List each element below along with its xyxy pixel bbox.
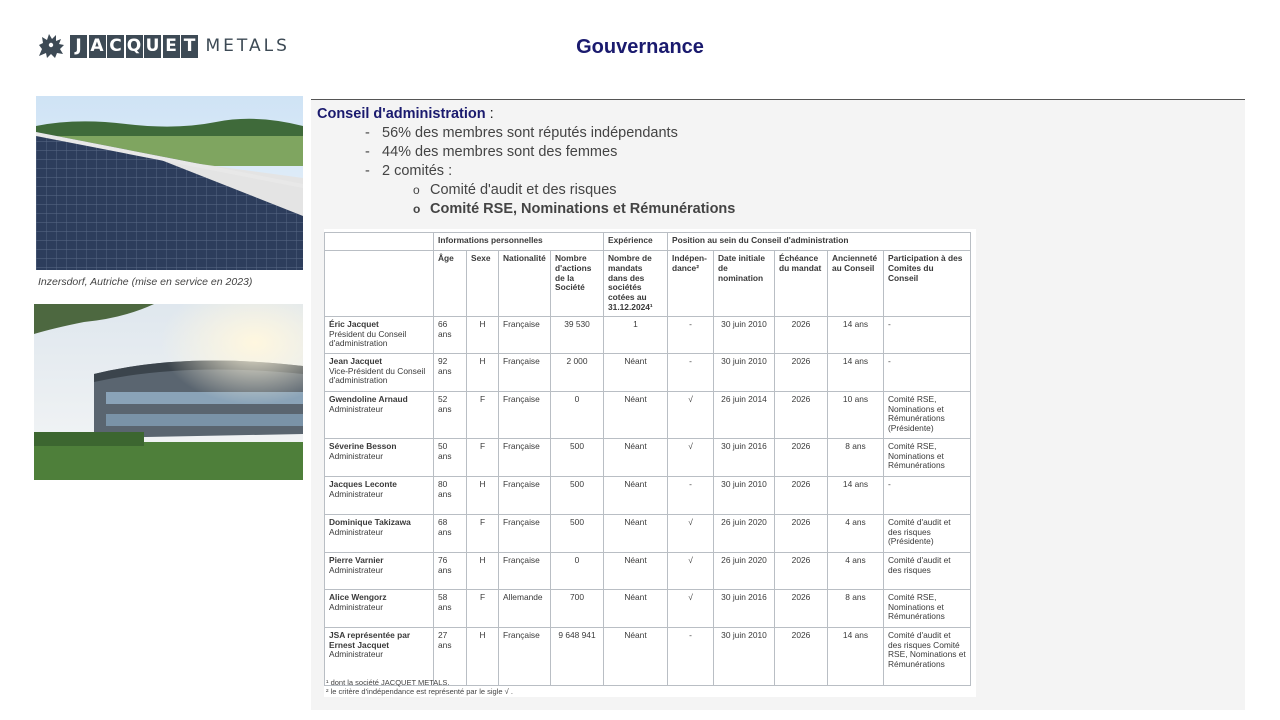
bullet-text: 2 comités : xyxy=(382,163,453,179)
member-sex-cell: F xyxy=(467,391,499,438)
column-header: Âge xyxy=(434,251,467,317)
member-name-cell xyxy=(325,476,434,514)
member-name-cell xyxy=(325,514,434,552)
board-member-row xyxy=(325,589,971,627)
member-nationality-cell: Française xyxy=(499,391,551,438)
member-expiry-cell: 2026 xyxy=(775,353,828,391)
member-name: Éric Jacquet xyxy=(329,318,379,329)
blank-header-cell xyxy=(325,233,434,251)
board-heading-title: Conseil d'administration xyxy=(317,106,486,122)
member-sex-cell: H xyxy=(467,316,499,353)
member-sex-cell: H xyxy=(467,552,499,589)
column-header: Échéance du mandat xyxy=(775,251,828,317)
member-seniority-cell: 4 ans xyxy=(828,514,884,552)
member-name-cell xyxy=(325,391,434,438)
logo-letter: C xyxy=(107,35,124,58)
member-name-cell xyxy=(325,552,434,589)
logo-letter: Q xyxy=(126,35,142,56)
member-mandates-cell: Néant xyxy=(604,476,668,514)
member-name: Pierre Varnier xyxy=(329,554,384,565)
committee-text: Comité RSE, Nominations et Rémunérations xyxy=(430,201,736,217)
member-independence-cell: - xyxy=(668,353,714,391)
board-member-row xyxy=(325,627,971,685)
board-member-row xyxy=(325,316,971,353)
member-shares-cell: 700 xyxy=(551,589,604,627)
logo-letter: J xyxy=(70,35,87,58)
board-member-row xyxy=(325,438,971,476)
member-shares-cell: 0 xyxy=(551,552,604,589)
member-age-cell: 92 ans xyxy=(434,353,467,391)
member-sex-cell: F xyxy=(467,514,499,552)
member-independence-cell: - xyxy=(668,627,714,685)
member-sex-cell: F xyxy=(467,438,499,476)
member-age-cell: 80 ans xyxy=(434,476,467,514)
member-mandates-cell: Néant xyxy=(604,627,668,685)
board-heading xyxy=(317,106,494,122)
column-header: Date initiale de nomination xyxy=(714,251,775,317)
board-member-row xyxy=(325,514,971,552)
bullet-item xyxy=(365,125,678,141)
member-independence-cell: √ xyxy=(668,552,714,589)
member-sex-cell: H xyxy=(467,476,499,514)
member-nationality-cell: Française xyxy=(499,514,551,552)
board-member-row xyxy=(325,552,971,589)
member-shares-cell: 500 xyxy=(551,438,604,476)
column-header-row xyxy=(325,251,971,317)
member-nationality-cell: Allemande xyxy=(499,589,551,627)
member-seniority-cell: 10 ans xyxy=(828,391,884,438)
member-role: Administrateur xyxy=(329,526,383,537)
member-age-cell: 68 ans xyxy=(434,514,467,552)
member-age-cell: 66 ans xyxy=(434,316,467,353)
member-expiry-cell: 2026 xyxy=(775,589,828,627)
solar-panels-photo xyxy=(36,96,303,270)
member-name: Séverine Besson xyxy=(329,440,397,451)
member-date-cell: 30 juin 2010 xyxy=(714,476,775,514)
member-committees-cell: - xyxy=(884,353,971,391)
column-header: Participation à des Comites du Conseil xyxy=(884,251,971,317)
member-date-cell: 26 juin 2014 xyxy=(714,391,775,438)
member-expiry-cell: 2026 xyxy=(775,438,828,476)
member-expiry-cell: 2026 xyxy=(775,476,828,514)
member-committees-cell: Comité RSE, Nominations et Rémunérations (Présidente) xyxy=(884,391,971,438)
member-expiry-cell: 2026 xyxy=(775,391,828,438)
member-name-cell xyxy=(325,438,434,476)
member-expiry-cell: 2026 xyxy=(775,627,828,685)
member-seniority-cell: 14 ans xyxy=(828,476,884,514)
member-date-cell: 30 juin 2010 xyxy=(714,627,775,685)
member-sex-cell: F xyxy=(467,589,499,627)
logo-letter: A xyxy=(90,35,104,56)
committee-item xyxy=(413,182,617,198)
logo-suffix: METALS xyxy=(205,36,290,56)
member-independence-cell: √ xyxy=(668,514,714,552)
member-mandates-cell: Néant xyxy=(604,514,668,552)
footnote: ¹ dont la société JACQUET METALS. xyxy=(326,678,450,687)
member-date-cell: 26 juin 2020 xyxy=(714,552,775,589)
column-header: Nombre d'actions de la Société xyxy=(551,251,604,317)
member-seniority-cell: 4 ans xyxy=(828,552,884,589)
member-mandates-cell: Néant xyxy=(604,391,668,438)
blank-header-cell xyxy=(325,251,434,317)
group-header: Expérience xyxy=(604,233,668,251)
member-role: Administrateur xyxy=(329,649,383,660)
member-seniority-cell: 8 ans xyxy=(828,438,884,476)
member-independence-cell: √ xyxy=(668,391,714,438)
member-shares-cell: 39 530 xyxy=(551,316,604,353)
member-nationality-cell: Française xyxy=(499,476,551,514)
member-seniority-cell: 14 ans xyxy=(828,627,884,685)
member-expiry-cell: 2026 xyxy=(775,514,828,552)
photo-caption: Inzersdorf, Autriche (mise en service en 2023) xyxy=(38,276,253,288)
committee-item xyxy=(413,201,736,217)
committee-text: Comité d'audit et des risques xyxy=(430,182,617,198)
office-building-photo xyxy=(34,304,303,480)
member-shares-cell: 500 xyxy=(551,514,604,552)
member-nationality-cell: Française xyxy=(499,438,551,476)
member-nationality-cell: Française xyxy=(499,316,551,353)
bullet-item xyxy=(365,163,453,179)
member-role: Administrateur xyxy=(329,488,383,499)
member-name-cell xyxy=(325,353,434,391)
board-heading-suffix: : xyxy=(485,106,494,122)
page-title: Gouvernance xyxy=(576,36,704,58)
member-date-cell: 30 juin 2016 xyxy=(714,589,775,627)
member-shares-cell: 9 648 941 xyxy=(551,627,604,685)
member-mandates-cell: Néant xyxy=(604,589,668,627)
member-committees-cell: - xyxy=(884,316,971,353)
member-seniority-cell: 8 ans xyxy=(828,589,884,627)
group-header-row xyxy=(325,233,971,251)
member-role: Président du Conseil d'administration xyxy=(329,328,407,349)
member-name: JSA représentée par Ernest Jacquet xyxy=(329,629,411,650)
member-expiry-cell: 2026 xyxy=(775,552,828,589)
board-member-row xyxy=(325,476,971,514)
member-seniority-cell: 14 ans xyxy=(828,353,884,391)
member-name: Dominique Takizawa xyxy=(329,516,411,527)
member-mandates-cell: Néant xyxy=(604,552,668,589)
member-name: Gwendoline Arnaud xyxy=(329,393,408,404)
member-committees-cell: Comité d'audit et des risques xyxy=(884,552,971,589)
member-name-cell xyxy=(325,589,434,627)
member-nationality-cell: Française xyxy=(499,627,551,685)
member-role: Administrateur xyxy=(329,403,383,414)
sub-bullet-marker: o xyxy=(413,183,420,197)
group-header: Position au sein du Conseil d'administration xyxy=(668,233,971,251)
board-table xyxy=(324,232,971,686)
bullet-item xyxy=(365,144,618,160)
member-committees-cell: Comité d'audit et des risques (Présidente) xyxy=(884,514,971,552)
member-shares-cell: 0 xyxy=(551,391,604,438)
member-mandates-cell: Néant xyxy=(604,353,668,391)
member-nationality-cell: Française xyxy=(499,353,551,391)
member-age-cell: 27 ans xyxy=(434,627,467,685)
member-committees-cell: Comité RSE, Nominations et Rémunérations xyxy=(884,438,971,476)
member-role: Administrateur xyxy=(329,601,383,612)
member-name: Jacques Leconte xyxy=(329,478,397,489)
member-shares-cell: 500 xyxy=(551,476,604,514)
member-role: Administrateur xyxy=(329,450,383,461)
member-name: Jean Jacquet xyxy=(329,355,383,366)
member-committees-cell: - xyxy=(884,476,971,514)
column-header: Indépen-dance² xyxy=(668,251,714,317)
member-committees-cell: Comité RSE, Nominations et Rémunérations xyxy=(884,589,971,627)
logo-letter: U xyxy=(145,35,160,56)
member-shares-cell: 2 000 xyxy=(551,353,604,391)
member-age-cell: 76 ans xyxy=(434,552,467,589)
logo-letter: T xyxy=(181,35,198,58)
member-role: Administrateur xyxy=(329,564,383,575)
board-member-row xyxy=(325,391,971,438)
member-name: Alice Wengorz xyxy=(329,591,387,602)
member-mandates-cell: Néant xyxy=(604,438,668,476)
column-header: Ancienneté au Conseil xyxy=(828,251,884,317)
member-independence-cell: √ xyxy=(668,438,714,476)
member-sex-cell: H xyxy=(467,353,499,391)
column-header: Nombre de mandats dans des sociétés cotées au 31.12.2024¹ xyxy=(604,251,668,317)
member-independence-cell: √ xyxy=(668,589,714,627)
member-seniority-cell: 14 ans xyxy=(828,316,884,353)
member-date-cell: 30 juin 2016 xyxy=(714,438,775,476)
logo-letter: E xyxy=(163,35,180,58)
group-header: Informations personnelles xyxy=(434,233,604,251)
bullet-marker: - xyxy=(365,125,370,141)
footnote: ² le critère d'indépendance est représenté par le sigle √ . xyxy=(326,687,513,696)
column-header: Nationalité xyxy=(499,251,551,317)
member-expiry-cell: 2026 xyxy=(775,316,828,353)
member-name-cell xyxy=(325,316,434,353)
member-age-cell: 50 ans xyxy=(434,438,467,476)
sub-bullet-marker: o xyxy=(413,202,421,216)
member-date-cell: 26 juin 2020 xyxy=(714,514,775,552)
member-sex-cell: H xyxy=(467,627,499,685)
member-age-cell: 58 ans xyxy=(434,589,467,627)
board-panel xyxy=(311,99,1245,710)
board-table-container xyxy=(324,229,976,697)
member-independence-cell: - xyxy=(668,476,714,514)
member-nationality-cell: Française xyxy=(499,552,551,589)
column-header: Sexe xyxy=(467,251,499,317)
member-mandates-cell: 1 xyxy=(604,316,668,353)
member-age-cell: 52 ans xyxy=(434,391,467,438)
member-role: Vice-Président du Conseil d'administration xyxy=(329,365,426,386)
member-independence-cell: - xyxy=(668,316,714,353)
member-date-cell: 30 juin 2010 xyxy=(714,316,775,353)
bullet-text: 56% des membres sont réputés indépendants xyxy=(382,125,678,141)
member-date-cell: 30 juin 2010 xyxy=(714,353,775,391)
board-member-row xyxy=(325,353,971,391)
bullet-marker: - xyxy=(365,163,370,179)
member-committees-cell: Comité d'audit et des risques Comité RSE, Nominations et Rémunérations xyxy=(884,627,971,685)
member-name-cell xyxy=(325,627,434,685)
bullet-text: 44% des membres sont des femmes xyxy=(382,144,618,160)
bullet-marker: - xyxy=(365,144,370,160)
